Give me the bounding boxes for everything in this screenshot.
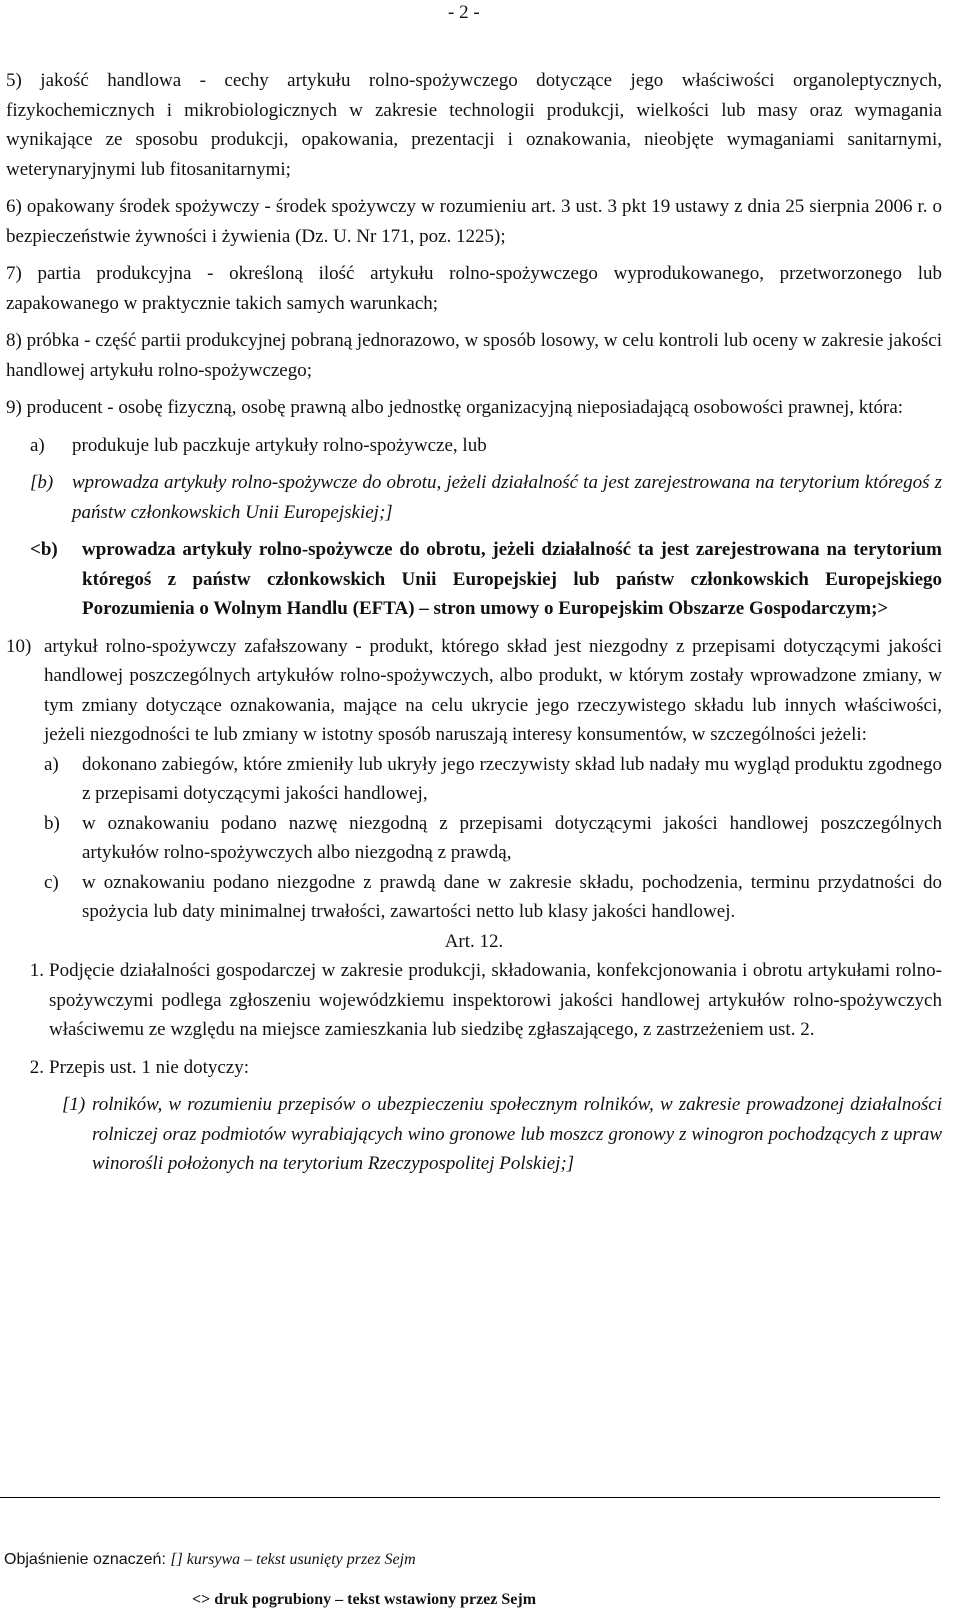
definition-10c: c) w oznakowaniu podano niezgodne z prawdą dane w zakresie składu, pochodzenia, terminu przydatności do spożycia lub daty minimalnej trwałości, zawartości netto lub klasy jakości handlowej. (44, 871, 942, 922)
definition-10: 10) artykuł rolno-spożywczy zafałszowany - produkt, którego skład jest niezgodny z przepisami dotyczącymi jakości handlowej poszczególnych artykułów rolno-spożywczych, albo produkt, w którym zostały wprowadzone zmiany, w tym zmiany dotyczące oznakowania, mające na celu ukrycie jego rzeczywistego składu lub innych właściwości, jeżeli niezgodności te lub zmiany w istotny sposób naruszają interesy konsumentów, w szczególności jeżeli: (6, 635, 942, 745)
definition-9a: a) produkuje lub paczkuje artykuły rolno-spożywcze, lub (30, 434, 487, 456)
definition-9: 9) producent - osobę fizyczną, osobę prawną albo jednostkę organizacyjną nieposiadającą osobowości prawnej, która: (6, 397, 904, 418)
legend-line-added (4, 1580, 924, 1620)
definition-5: 5) jakość handlowa - cechy artykułu rolno-spożywczego dotyczące jego właściwości organoleptycznych, fizykochemicznych i mikrobiologicznych w zakresie technologii produkcji, wielkości lub masy oraz wymagania wynikające ze sposobu produkcji, opakowania, prezentacji i oznakowania, nieobjęte wymaganiami sanitarnymi, weterynaryjnymi lub fitosanitarnymi; (6, 70, 942, 180)
footer-divider (0, 1497, 940, 1498)
legend-added: <> druk pogrubiony – tekst wstawiony przez Sejm (192, 1591, 537, 1608)
definition-9b-deleted: [b) wprowadza artykuły rolno-spożywcze do obrotu, jeżeli działalność ta jest zarejestrowana na terytorium któregoś z państw członkowskich Unii Europejskiej;] (30, 472, 942, 523)
definition-8: 8) próbka - część partii produkcyjnej pobraną jednorazowo, w sposób losowy, w celu kontroli lub oceny w zakresie jakości handlowej artykułu rolno-spożywczego; (6, 330, 943, 381)
definition-6: 6) opakowany środek spożywczy - środek spożywczy w rozumieniu art. 3 ust. 3 pkt 19 ustawy z dnia 25 sierpnia 2006 r. o bezpieczeństwie żywności i żywienia (Dz. U. Nr 171, poz. 1225); (6, 196, 942, 247)
article-12-paragraph-2-point-1-deleted: [1) rolników, w rozumieniu przepisów o ubezpieczeniu społecznym rolników, w zakresie prowadzonej działalności rolniczej oraz podmiotów wyrabiających wino gronowe lub moszcz gronowy z winogron pochodzących z upraw winorośli położonych na terytorium Rzeczypospolitej Polskiej;] (62, 1094, 942, 1174)
definition-10a: a) dokonano zabiegów, które zmieniły lub ukryły jego rzeczywisty skład lub nadały mu wygląd produktu zgodnego z przepisami dotyczącymi jakości handlowej, (44, 753, 942, 804)
definition-9b-added: <b) wprowadza artykuły rolno-spożywcze do obrotu, jeżeli działalność ta jest zarejestrowana na terytorium któregoś z państw członkowskich Unii Europejskiej lub państw członkowskich Europejskiego Porozumienia o Wolnym Handlu (EFTA) – stron umowy o Europejskim Obszarze Gospodarczym;> (30, 539, 942, 619)
article-title: Art. 12. (444, 930, 504, 952)
legend-label: Objaśnienie oznaczeń: (4, 1551, 166, 1568)
definition-10b: b) w oznakowaniu podano nazwę niezgodną z przepisami dotyczącymi jakości handlowej poszczególnych artykułów rolno-spożywczych albo niezgodną z prawdą, (44, 812, 942, 863)
article-12-paragraph-2: 2. Przepis ust. 1 nie dotyczy: (29, 1056, 249, 1078)
footer-legend (4, 1540, 924, 1620)
legend-deleted: [] kursywa – tekst usunięty przez Sejm (170, 1551, 416, 1568)
article-12-paragraph-1: 1. Podjęcie działalności gospodarczej w zakresie produkcji, składowania, konfekcjonowania i obrotu artykułami rolno-spożywczymi podlega zgłoszeniu wojewódzkiemu inspektorowi jakości handlowej artykułów rolno-spożywczych właściwemu ze względu na miejsce zamieszkania lub siedzibę zgłaszającego, z zastrzeżeniem ust. 2. (29, 960, 942, 1040)
document-body (6, 66, 942, 1179)
definition-7: 7) partia produkcyjna - określoną ilość artykułu rolno-spożywczego wyprodukowanego, przetworzonego lub zapakowanego w praktycznie takich samych warunkach; (6, 263, 942, 314)
page-number: - 2 - (448, 2, 480, 23)
legend-line-deleted (4, 1540, 924, 1580)
